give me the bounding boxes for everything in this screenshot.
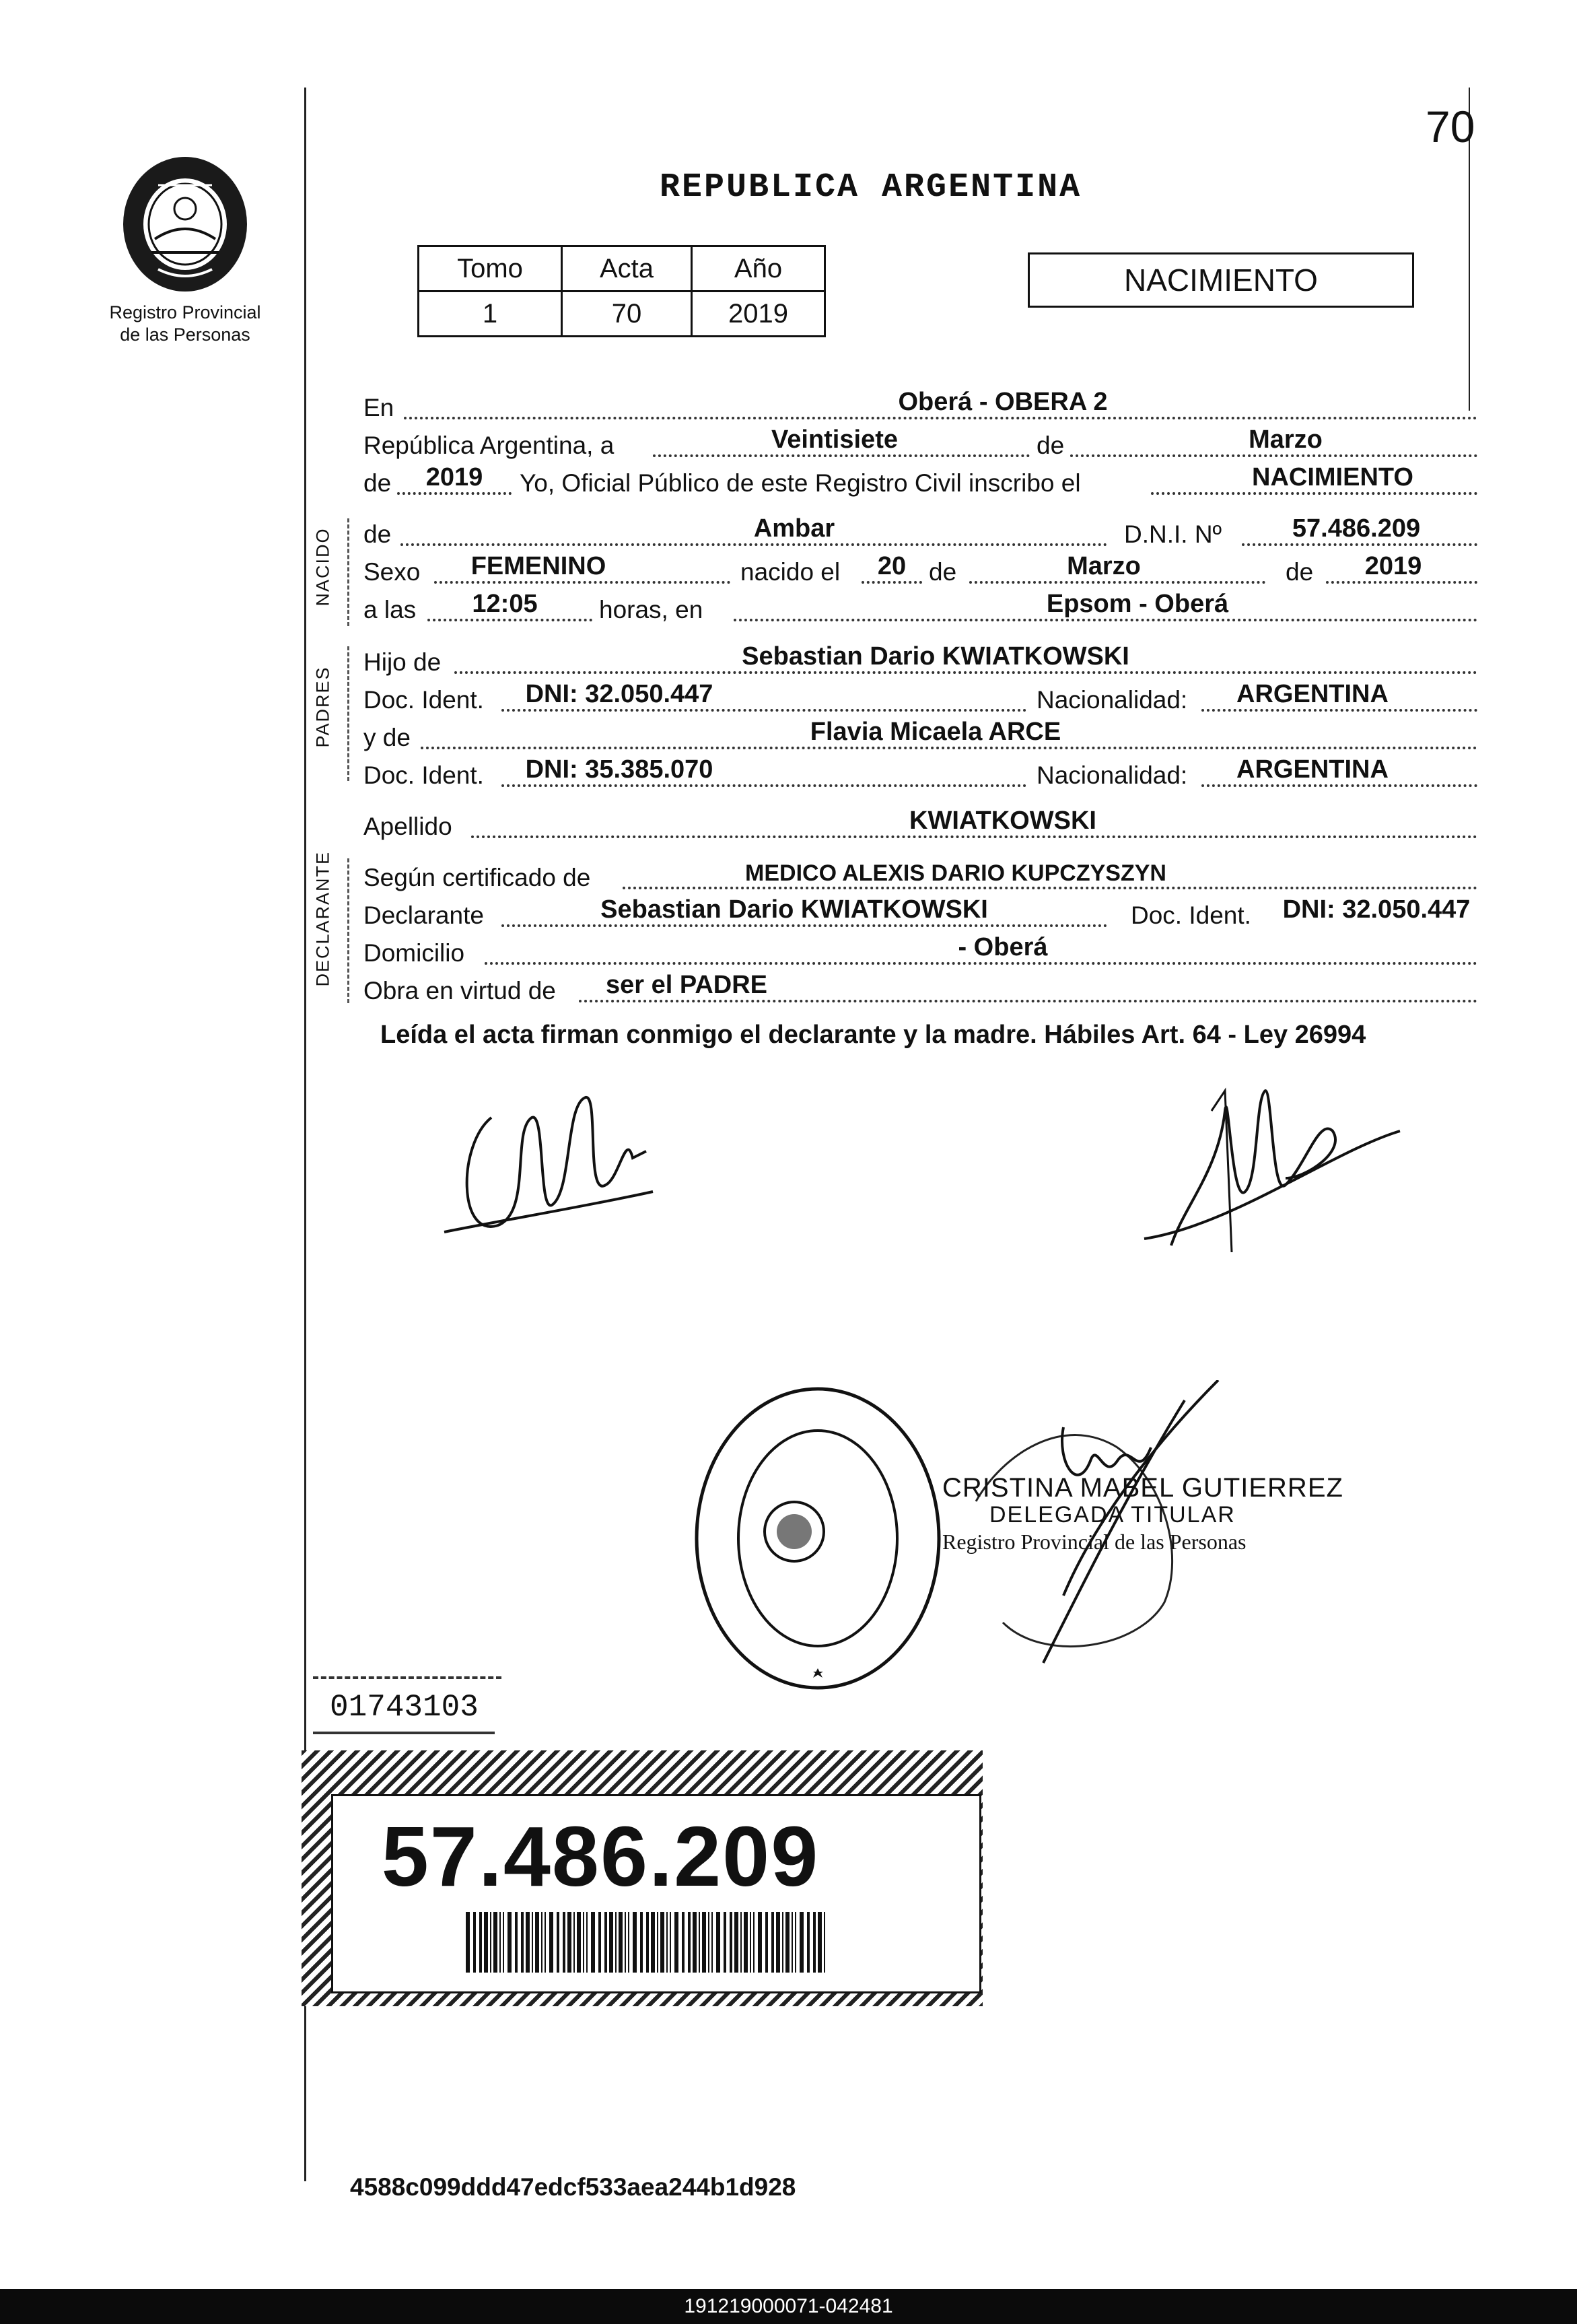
row-nombre — [363, 515, 1477, 553]
inscribo-value: NACIMIENTO — [1252, 463, 1413, 491]
barcode-bar — [699, 1912, 700, 1973]
row-sexo — [363, 553, 1477, 590]
barcode-bar — [711, 1912, 713, 1973]
declarante-label: DECLARANTE — [312, 850, 333, 987]
de-label-2: de — [363, 469, 392, 497]
serial-top-rule — [313, 1676, 501, 1684]
barcode-bar — [484, 1912, 488, 1973]
barcode-bar — [567, 1912, 571, 1973]
dotted-fill — [404, 417, 1477, 419]
row-en — [363, 388, 1477, 426]
barcode-bar — [818, 1912, 822, 1973]
obra-value: ser el PADRE — [605, 971, 768, 999]
barcode-bar — [750, 1912, 751, 1973]
barcode-bar — [730, 1912, 732, 1973]
barcode-bar — [604, 1912, 607, 1973]
declarant-signature — [431, 1077, 687, 1266]
y-de-label: y de — [363, 724, 411, 751]
barcode-bar — [563, 1912, 565, 1973]
dotted-fill — [400, 543, 1107, 546]
barcode-bar — [609, 1912, 613, 1973]
de-label-4: de — [929, 558, 957, 586]
declarante-doc-value: DNI: 32.050.447 — [1282, 895, 1471, 924]
dotted-fill — [969, 581, 1265, 584]
barcode-bar — [708, 1912, 709, 1973]
barcode-bar — [716, 1912, 720, 1973]
hijo-label: Hijo de — [363, 648, 442, 676]
page-number: 70 — [1426, 102, 1475, 151]
dni-label: D.N.I. Nº — [1124, 520, 1222, 548]
registry-table — [417, 245, 826, 337]
barcode-bar — [782, 1912, 783, 1973]
nac-mes-value: Marzo — [1067, 552, 1141, 580]
dotted-fill — [501, 784, 1026, 787]
certificado-value: MEDICO ALEXIS DARIO KUPCZYSZYN — [745, 860, 1166, 886]
nombre-value: Ambar — [753, 514, 835, 543]
dotted-fill — [1151, 492, 1477, 495]
barcode-bar — [800, 1912, 804, 1973]
dotted-fill — [1201, 709, 1477, 712]
row-certificado — [363, 858, 1477, 896]
barcode-bar — [615, 1912, 617, 1973]
padre-value: Sebastian Dario KWIATKOWSKI — [742, 642, 1129, 671]
province-seal-logo — [108, 145, 262, 300]
barcode-bar — [740, 1912, 742, 1973]
declarante-value: Sebastian Dario KWIATKOWSKI — [600, 895, 988, 924]
header-tomo: Tomo — [419, 246, 562, 292]
barcode-bar — [744, 1912, 748, 1973]
footer-code: 191219000071-042481 — [0, 2289, 1577, 2324]
apellido-value: KWIATKOWSKI — [909, 807, 1096, 835]
header-anio: Año — [692, 246, 825, 292]
serial-number: 01743103 — [330, 1690, 479, 1725]
document-hash: 4588c099ddd47edcf533aea244b1d928 — [350, 2173, 796, 2201]
dotted-fill — [427, 619, 592, 621]
horas-en-label: horas, en — [599, 596, 703, 623]
row-hijo — [363, 643, 1477, 681]
domicilio-label: Domicilio — [363, 939, 465, 967]
serial-bottom-rule — [313, 1732, 495, 1740]
barcode-bar — [674, 1912, 678, 1973]
barcode-bar — [598, 1912, 601, 1973]
hora-value: 12:05 — [472, 590, 538, 618]
dni-value: 57.486.209 — [1292, 514, 1421, 543]
row-madre-doc — [363, 756, 1477, 794]
barcode-bar — [776, 1912, 780, 1973]
barcode-bar — [625, 1912, 626, 1973]
dotted-fill — [1201, 784, 1477, 787]
madre-value: Flavia Micaela ARCE — [810, 718, 1061, 746]
barcode-bar — [807, 1912, 810, 1973]
barcode-bar — [813, 1912, 816, 1973]
madre-nac-value: ARGENTINA — [1236, 755, 1389, 784]
dotted-fill — [579, 1000, 1477, 1002]
declarante-field-label: Declarante — [363, 901, 484, 929]
barcode-bar — [526, 1912, 530, 1973]
official-institution: Registro Provincial de las Personas — [942, 1530, 1247, 1554]
mother-signature — [1131, 1070, 1413, 1272]
value-acta: 70 — [562, 292, 692, 337]
barcode-bar — [660, 1912, 664, 1973]
dotted-fill — [421, 747, 1477, 749]
barcode-bar — [573, 1912, 575, 1973]
row-apellido — [363, 807, 1477, 845]
row-madre — [363, 718, 1477, 756]
a-las-label: a las — [363, 596, 417, 623]
padre-nac-value: ARGENTINA — [1236, 680, 1389, 708]
lugar-value: Epsom - Oberá — [1046, 590, 1229, 618]
dotted-fill — [653, 454, 1030, 457]
barcode-bar — [549, 1912, 553, 1973]
value-anio: 2019 — [692, 292, 825, 337]
official-name: CRISTINA MABEL GUTIERREZ — [942, 1473, 1343, 1503]
apellido-label: Apellido — [363, 813, 452, 840]
official-stamp — [942, 1474, 1343, 1555]
barcode-bar — [490, 1912, 491, 1973]
barcode-bar — [557, 1912, 559, 1973]
nacido-el-label: nacido el — [740, 558, 841, 586]
de-label-5: de — [1286, 558, 1314, 586]
barcode-bar — [824, 1912, 825, 1973]
dotted-fill — [734, 619, 1477, 621]
dotted-fill — [1242, 543, 1477, 546]
sexo-value: FEMENINO — [470, 552, 606, 580]
barcode-bar — [507, 1912, 512, 1973]
dotted-fill — [471, 835, 1477, 838]
dotted-fill — [501, 924, 1107, 927]
barcode-bar — [515, 1912, 518, 1973]
dotted-fill — [623, 887, 1477, 889]
barcode-bar — [771, 1912, 774, 1973]
barcode-bar — [473, 1912, 476, 1973]
nacionalidad-label: Nacionalidad: — [1037, 686, 1188, 714]
dotted-fill — [397, 492, 512, 495]
de-label: de — [1037, 432, 1065, 459]
nacido-label: NACIDO — [312, 527, 333, 607]
padres-label: PADRES — [312, 666, 333, 748]
barcode-bar — [583, 1912, 584, 1973]
page-title: REPUBLICA ARGENTINA — [660, 168, 1082, 207]
closing-note: Leída el acta firman conmigo el declarante y la madre. Hábiles Art. 64 - Ley 26994 — [380, 1021, 1366, 1049]
dni-barcode — [464, 1912, 828, 1973]
barcode-bar — [670, 1912, 671, 1973]
barcode-bar — [651, 1912, 655, 1973]
barcode-bar — [503, 1912, 504, 1973]
header-acta: Acta — [562, 246, 692, 292]
delegation-round-seal — [687, 1380, 949, 1697]
barcode-bar — [591, 1912, 595, 1973]
row-yo — [363, 464, 1477, 502]
en-value: Oberá - OBERA 2 — [898, 388, 1108, 416]
row-domicilio — [363, 934, 1477, 971]
nac-dia-value: 20 — [877, 552, 907, 580]
barcode-bar — [785, 1912, 790, 1973]
row-obra — [363, 971, 1477, 1009]
barcode-bar — [758, 1912, 762, 1973]
logo-caption-line1: Registro Provincial — [109, 302, 261, 322]
sexo-label: Sexo — [363, 558, 421, 586]
barcode-bar — [466, 1912, 470, 1973]
mes-value: Marzo — [1249, 425, 1323, 454]
dotted-fill — [501, 709, 1026, 712]
domicilio-value: - Oberá — [958, 933, 1048, 961]
barcode-bar — [702, 1912, 706, 1973]
barcode-bar — [792, 1912, 793, 1973]
official-role: DELEGADA TITULAR — [989, 1502, 1236, 1528]
nac-anio-value: 2019 — [1364, 552, 1422, 580]
dni-sticker-number: 57.486.209 — [381, 1809, 820, 1904]
barcode-bar — [521, 1912, 524, 1973]
barcode-bar — [657, 1912, 658, 1973]
act-type-box: NACIMIENTO — [1028, 252, 1414, 308]
dotted-fill — [485, 962, 1477, 965]
row-republica — [363, 426, 1477, 464]
registry-table-header — [419, 246, 825, 292]
barcode-bar — [628, 1912, 629, 1973]
dotted-fill — [454, 671, 1477, 674]
doc-ident-label: Doc. Ident. — [363, 686, 484, 714]
obra-label: Obra en virtud de — [363, 977, 556, 1004]
madre-doc-value: DNI: 35.385.070 — [525, 755, 713, 784]
barcode-bar — [724, 1912, 726, 1973]
barcode-bar — [646, 1912, 649, 1973]
logo-caption-line2: de las Personas — [120, 324, 250, 345]
registry-table-values — [419, 292, 825, 337]
barcode-bar — [666, 1912, 668, 1973]
barcode-bar — [493, 1912, 497, 1973]
barcode-bar — [753, 1912, 755, 1973]
de-label-3: de — [363, 520, 392, 548]
barcode-bar — [545, 1912, 546, 1973]
value-tomo: 1 — [419, 292, 562, 337]
declarante-bracket — [347, 858, 349, 1003]
republica-label: República Argentina, a — [363, 432, 615, 459]
doc-ident-label-3: Doc. Ident. — [1131, 901, 1251, 929]
padres-bracket — [347, 646, 349, 781]
row-hora — [363, 590, 1477, 628]
barcode-bar — [586, 1912, 588, 1973]
dotted-fill — [1070, 454, 1477, 457]
dotted-fill — [862, 581, 922, 584]
barcode-bar — [499, 1912, 501, 1973]
anio-value: 2019 — [425, 463, 483, 491]
dotted-fill — [434, 581, 730, 584]
barcode-bar — [535, 1912, 539, 1973]
barcode-bar — [734, 1912, 738, 1973]
en-label: En — [363, 394, 394, 421]
nacionalidad-label-2: Nacionalidad: — [1037, 761, 1188, 789]
row-declarante — [363, 896, 1477, 934]
barcode-bar — [633, 1912, 637, 1973]
padre-doc-value: DNI: 32.050.447 — [525, 680, 713, 708]
dotted-fill — [1326, 581, 1477, 584]
dia-value: Veintisiete — [771, 425, 898, 454]
barcode-bar — [532, 1912, 533, 1973]
logo-caption — [87, 302, 283, 346]
barcode-bar — [682, 1912, 685, 1973]
barcode-bar — [693, 1912, 697, 1973]
barcode-bar — [795, 1912, 796, 1973]
segun-label: Según certificado de — [363, 864, 591, 891]
barcode-bar — [619, 1912, 623, 1973]
barcode-bar — [577, 1912, 581, 1973]
row-padre-doc — [363, 681, 1477, 718]
barcode-bar — [765, 1912, 768, 1973]
doc-ident-label-2: Doc. Ident. — [363, 761, 484, 789]
barcode-bar — [688, 1912, 691, 1973]
nacido-bracket — [347, 518, 349, 626]
barcode-bar — [479, 1912, 482, 1973]
barcode-bar — [640, 1912, 643, 1973]
barcode-bar — [541, 1912, 542, 1973]
yo-label: Yo, Oficial Público de este Registro Civil inscribo el — [520, 469, 1081, 497]
